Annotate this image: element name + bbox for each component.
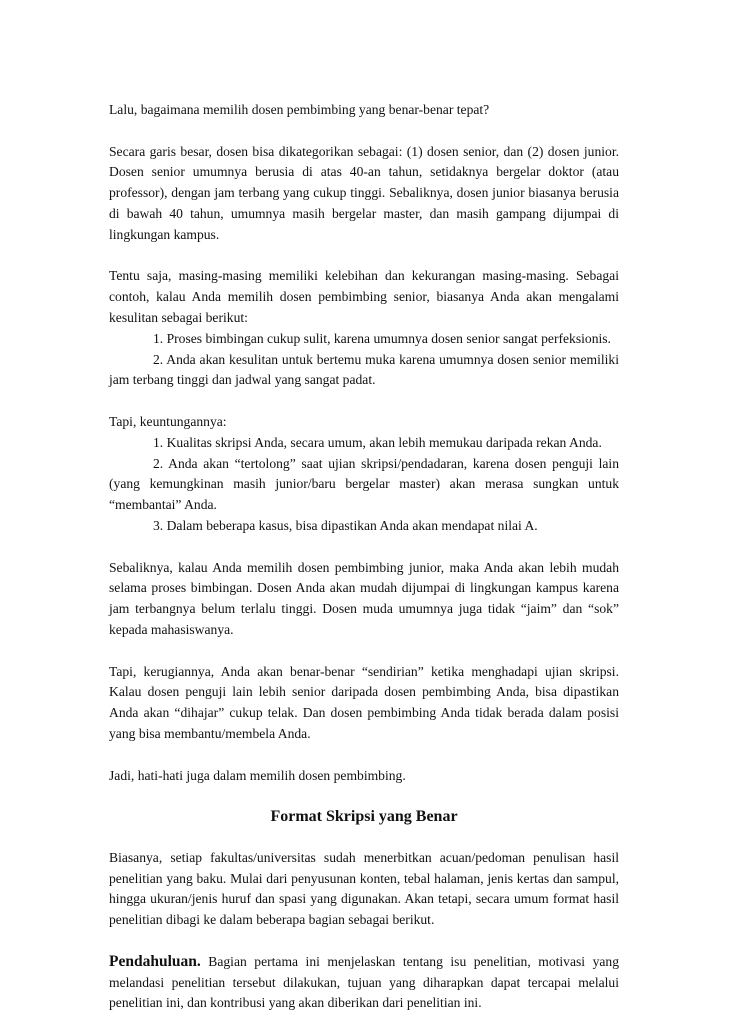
- categories-paragraph: Secara garis besar, dosen bisa dikategorikan sebagai: (1) dosen senior, dan (2) dosen junior. Dosen senior umumnya berusia di atas 40-an tahun, setidaknya bergelar doktor (atau professor), dengan jam terbang yang cukup tinggi. Sebaliknya, dosen junior biasanya berusia di bawah 40 tahun, umumnya masih bergelar master, dan masih gampang dijumpai di lingkungan kampus.: [109, 143, 619, 242]
- senior-advantage-item: 1. Kualitas skripsi Anda, secara umum, akan lebih memukau daripada rekan Anda.: [153, 434, 602, 450]
- advantages-intro: Tapi, keuntungannya:: [109, 413, 227, 429]
- format-intro-paragraph: Biasanya, setiap fakultas/universitas sudah menerbitkan acuan/pedoman penulisan hasil penelitian yang baku. Mulai dari penyusunan konten, tebal halaman, jenis kertas dan sampul, hingga ukuran/jenis huruf dan spasi yang digunakan. Akan tetapi, secara umum format hasil penelitian dibagi ke dalam beberapa bagian sebagai berikut.: [109, 849, 619, 928]
- senior-advantage-item: 2. Anda akan “tertolong” saat ujian skripsi/pendadaran, karena dosen penguji lain (yang kemungkinan masih junior/baru bergelar master) akan merasa sungkan untuk “membantai” Anda.: [109, 455, 619, 513]
- pendahuluan-text: Bagian pertama ini menjelaskan tentang isu penelitian, motivasi yang melandasi penelitian tersebut dilakukan, tujuan yang diharapkan dapat tercapai melalui penelitian ini, dan kontribusi yang akan diberikan dari penelitian ini.: [109, 953, 619, 1011]
- disadvantage-paragraph: Tapi, kerugiannya, Anda akan benar-benar “sendirian” ketika menghadapi ujian skripsi. Kalau dosen penguji lain lebih senior daripada dosen pembimbing Anda, bisa dipastikan Anda akan “dihajar” cukup telak. Dan dosen pembimbing Anda tidak berada dalam posisi yang bisa membantu/membela Anda.: [109, 663, 619, 741]
- pendahuluan-label: Pendahuluan.: [109, 952, 201, 970]
- senior-difficulty-item: 1. Proses bimbingan cukup sulit, karena umumnya dosen senior sangat perfeksionis.: [153, 330, 611, 346]
- junior-paragraph: Sebaliknya, kalau Anda memilih dosen pembimbing junior, maka Anda akan lebih mudah selama proses bimbingan. Dosen Anda akan mudah dijumpai di lingkungan kampus karena jam terbangnya belum terlalu tinggi. Dosen muda umumnya juga tidak “jaim” dan “sok” kepada mahasiswanya.: [109, 559, 619, 637]
- pendahuluan-paragraph: [109, 952, 619, 1014]
- senior-advantage-item: 3. Dalam beberapa kasus, bisa dipastikan Anda akan mendapat nilai A.: [153, 517, 538, 533]
- conclusion-paragraph: Jadi, hati-hati juga dalam memilih dosen pembimbing.: [109, 767, 406, 783]
- section-heading: Format Skripsi yang Benar: [270, 808, 458, 826]
- advantages-section: [109, 412, 619, 537]
- senior-intro-paragraph: Tentu saja, masing-masing memiliki kelebihan dan kekurangan masing-masing. Sebagai contoh, kalau Anda memilih dosen pembimbing senior, biasanya Anda akan mengalami kesulitan sebagai berikut:: [109, 268, 619, 325]
- document-page: [109, 100, 619, 1035]
- question-paragraph: Lalu, bagaimana memilih dosen pembimbing yang benar-benar tepat?: [109, 102, 490, 117]
- senior-difficulty-item: 2. Anda akan kesulitan untuk bertemu muka karena umumnya dosen senior memiliki jam terbang tinggi dan jadwal yang sangat padat.: [109, 351, 619, 388]
- senior-section: [109, 266, 619, 391]
